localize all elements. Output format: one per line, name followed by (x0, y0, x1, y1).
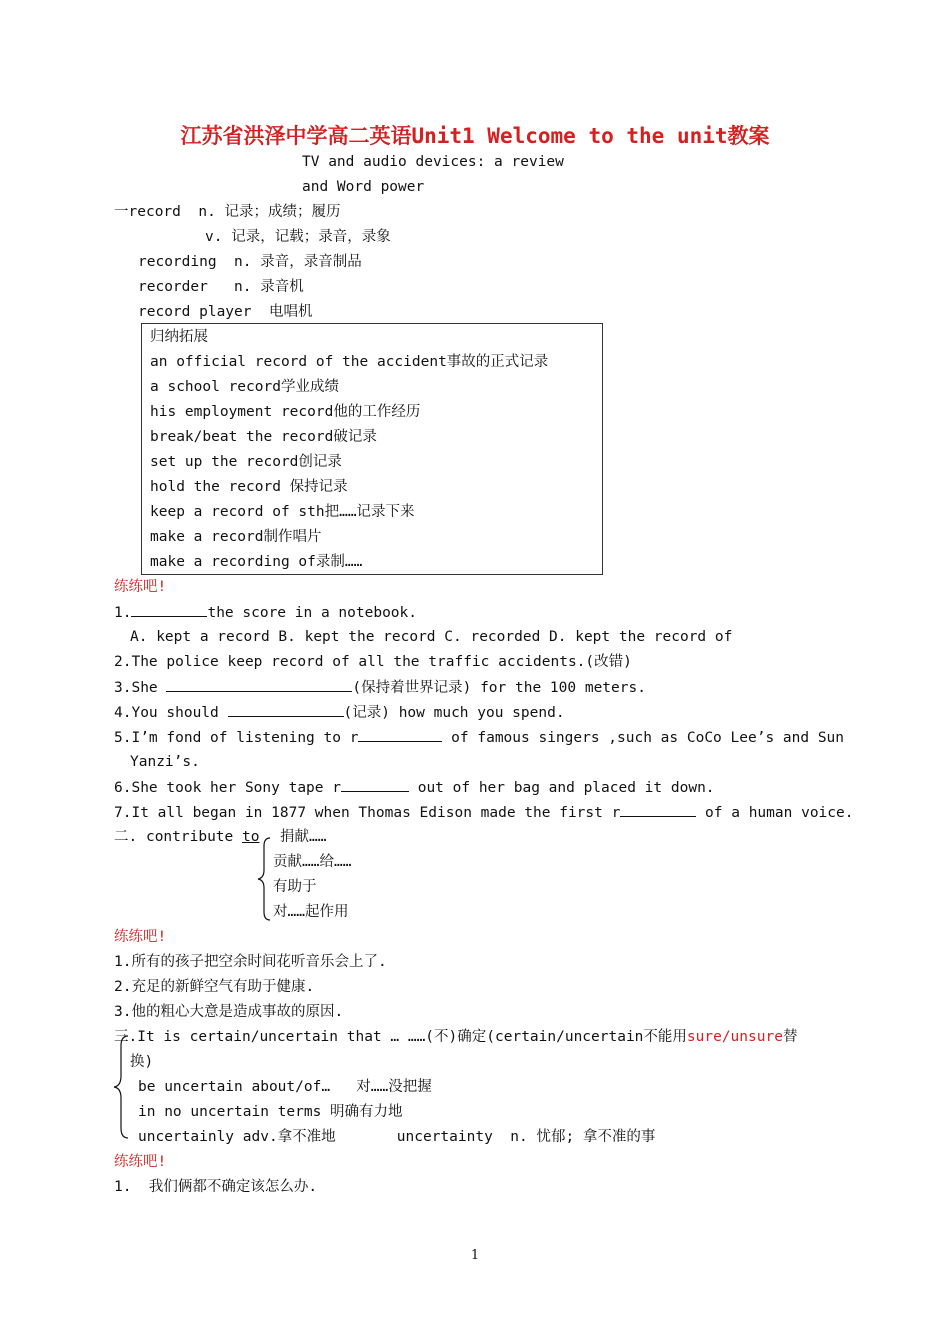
exercise-4: 4.You should (记录) how much you spend. (114, 702, 565, 723)
translation-exercise: 1. 我们俩都不确定该怎么办. (114, 1179, 318, 1195)
answer-blank[interactable] (228, 702, 344, 717)
answer-blank[interactable] (131, 602, 207, 617)
practice-heading: 练练吧! (114, 1154, 167, 1170)
word-record-player: record player 电唱机 (138, 304, 313, 320)
section-2-heading: 二. contribute to (114, 829, 260, 845)
expansion-item: his employment record他的工作经历 (150, 404, 421, 420)
subtitle-line-2: and Word power (302, 179, 425, 195)
exercise-3: 3.She (保持着世界记录) for the 100 meters. (114, 677, 646, 698)
page-number: 1 (470, 1248, 480, 1263)
meaning-effect: 对……起作用 (273, 904, 349, 920)
practice-heading: 练练吧! (114, 579, 167, 595)
answer-blank[interactable] (358, 727, 442, 742)
expansion-item: set up the record创记录 (150, 454, 342, 470)
practice-heading: 练练吧! (114, 929, 167, 945)
brace-icon (112, 1034, 130, 1140)
translation-exercise: 2.充足的新鲜空气有助于健康. (114, 979, 315, 995)
section-3-heading: 三.It is certain/uncertain that … ……(不)确定(certain/uncertain不能用sure/unsure替 (114, 1029, 798, 1045)
expansion-item: keep a record of sth把……记录下来 (150, 504, 415, 520)
exercise-5: 5.I’m fond of listening to r of famous singers ,such as CoCo Lee’s and Sun (114, 727, 844, 748)
exercise-1: 1. the score in a notebook. (114, 602, 417, 623)
meaning-donate: 捐献…… (280, 829, 327, 845)
answer-blank[interactable] (620, 802, 696, 817)
section-3-heading-continued: 换) (130, 1054, 154, 1070)
meaning-contribute: 贡献……给…… (273, 854, 352, 870)
expansion-item: break/beat the record破记录 (150, 429, 377, 445)
expansion-item: a school record学业成绩 (150, 379, 339, 395)
exercise-5-continued: Yanzi’s. (130, 754, 200, 770)
answer-blank[interactable] (341, 777, 409, 792)
phrase-item: uncertainly adv.拿不准地 uncertainty n. 忧郁; 拿不准的事 (138, 1129, 656, 1145)
translation-exercise: 3.他的粗心大意是造成事故的原因. (114, 1004, 344, 1020)
translation-exercise: 1.所有的孩子把空余时间花听音乐会上了. (114, 954, 387, 970)
exercise-7: 7.It all began in 1877 when Thomas Edison made the first r of a human voice. (114, 802, 853, 823)
word-recorder: recorder n. 录音机 (138, 279, 304, 295)
exercise-2: 2.The police keep record of all the traffic accidents.(改错) (114, 654, 632, 670)
expansion-item: make a record制作唱片 (150, 529, 322, 545)
subtitle-line-1: TV and audio devices: a review (302, 154, 564, 170)
page-title: 江苏省洪泽中学高二英语Unit1 Welcome to the unit教案 (180, 124, 770, 148)
exercise-1-options: A. kept a record B. kept the record C. recorded D. kept the record of (130, 629, 733, 645)
answer-blank[interactable] (166, 677, 352, 692)
phrase-item: in no uncertain terms 明确有力地 (138, 1104, 403, 1120)
expansion-box-title: 归纳拓展 (150, 329, 208, 345)
section-1-heading: 一record n. 记录；成绩；履历 (114, 204, 341, 220)
phrase-item: be uncertain about/of… 对……没把握 (138, 1079, 432, 1095)
expansion-item: an official record of the accident事故的正式记录 (150, 354, 549, 370)
exercise-6: 6.She took her Sony tape r out of her bag and placed it down. (114, 777, 715, 798)
word-recording: recording n. 录音，录音制品 (138, 254, 362, 270)
verb-meaning: v. 记录，记载；录音，录象 (205, 229, 391, 245)
expansion-item: make a recording of录制…… (150, 554, 363, 570)
expansion-item: hold the record 保持记录 (150, 479, 348, 495)
meaning-help: 有助于 (273, 879, 317, 895)
brace-icon (256, 836, 272, 922)
